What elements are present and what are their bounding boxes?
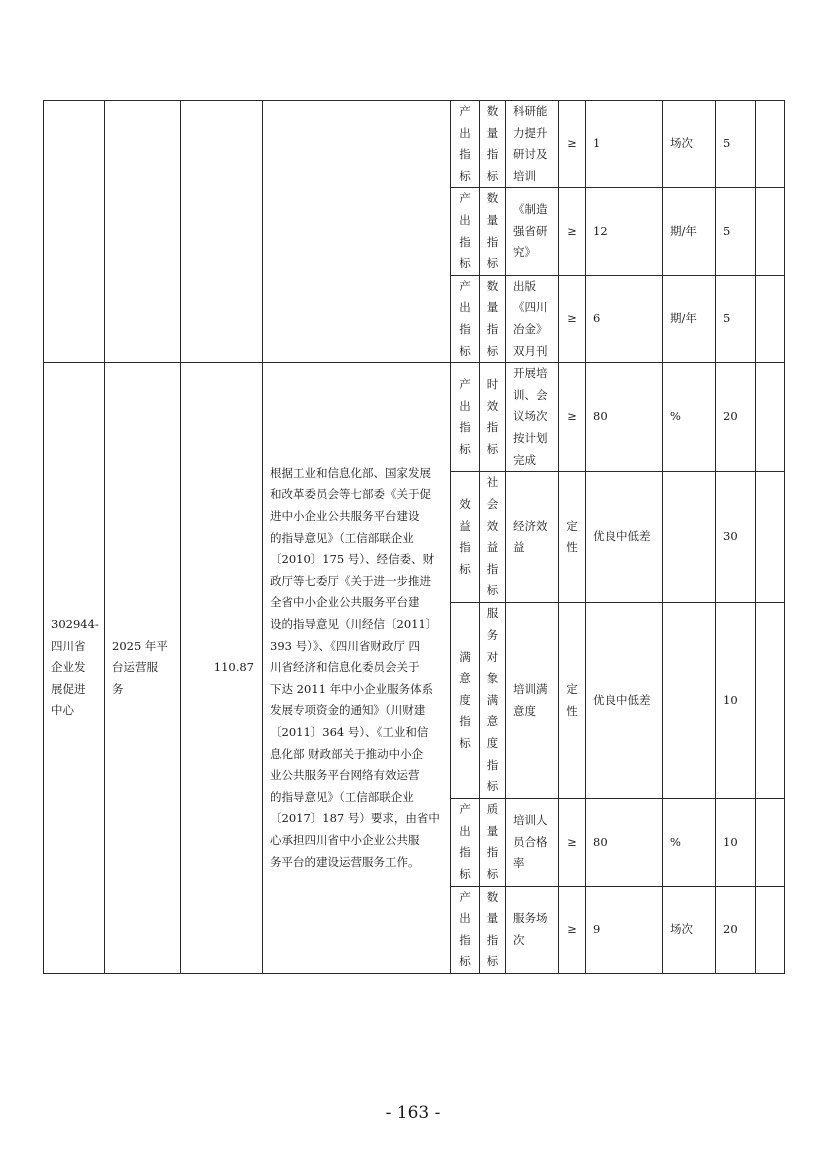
cell-value: 6 <box>586 275 663 362</box>
cell-score: 5 <box>716 101 756 188</box>
cell-unit: 场次 <box>663 886 716 973</box>
cell-unit: 场次 <box>663 101 716 188</box>
cell-value: 优良中低差 <box>586 472 663 603</box>
cell-level2: 社 会 效 益 指 标 <box>480 472 506 603</box>
cell-level1: 产 出 指 标 <box>451 101 480 188</box>
cell-level2: 服 务 对 象 满 意 度 指 标 <box>480 603 506 799</box>
cell-remark <box>756 799 785 886</box>
cell-symbol: ≥ <box>559 275 586 362</box>
cell-level2: 数 量 指 标 <box>480 275 506 362</box>
cell-remark <box>756 603 785 799</box>
cell-unit <box>663 472 716 603</box>
cell-symbol: ≥ <box>559 799 586 886</box>
cell-symbol: 定 性 <box>559 472 586 603</box>
cell-value: 9 <box>586 886 663 973</box>
cell-indicator: 出版 《四川 冶金》 双月刊 <box>506 275 559 362</box>
cell-level1: 产 出 指 标 <box>451 275 480 362</box>
cell-level2: 数 量 指 标 <box>480 188 506 275</box>
cell-project-name: 2025 年平 台运营服 务 <box>105 363 181 974</box>
cell-score: 5 <box>716 275 756 362</box>
cell-level1: 产 出 指 标 <box>451 188 480 275</box>
table-row <box>44 101 785 188</box>
cell-level1: 满 意 度 指 标 <box>451 603 480 799</box>
performance-table <box>43 100 785 974</box>
cell-level1: 效 益 指 标 <box>451 472 480 603</box>
cell-level2: 数 量 指 标 <box>480 101 506 188</box>
cell-indicator: 经济效 益 <box>506 472 559 603</box>
cell-remark <box>756 472 785 603</box>
cell-level1: 产 出 指 标 <box>451 799 480 886</box>
cell-level1: 产 出 指 标 <box>451 363 480 472</box>
cell-remark <box>756 275 785 362</box>
cell-level2: 质 量 指 标 <box>480 799 506 886</box>
cell-amount: 110.87 <box>181 363 263 974</box>
cell-level1: 产 出 指 标 <box>451 886 480 973</box>
cell-project-empty <box>105 101 181 363</box>
page-number: - 163 - <box>385 1103 441 1123</box>
cell-score: 10 <box>716 799 756 886</box>
cell-remark <box>756 101 785 188</box>
cell-level2: 时 效 指 标 <box>480 363 506 472</box>
cell-value: 优良中低差 <box>586 603 663 799</box>
cell-symbol: ≥ <box>559 101 586 188</box>
cell-basis-empty <box>263 101 451 363</box>
cell-remark <box>756 363 785 472</box>
table-row <box>44 363 785 472</box>
cell-indicator: 培训满 意度 <box>506 603 559 799</box>
cell-indicator: 科研能 力提升 研讨及 培训 <box>506 101 559 188</box>
cell-unit <box>663 603 716 799</box>
cell-indicator: 服务场 次 <box>506 886 559 973</box>
cell-score: 20 <box>716 886 756 973</box>
cell-symbol: ≥ <box>559 886 586 973</box>
table-body <box>44 101 785 974</box>
cell-value: 80 <box>586 363 663 472</box>
cell-unit-empty <box>44 101 105 363</box>
cell-symbol: ≥ <box>559 188 586 275</box>
cell-unit: 期/年 <box>663 188 716 275</box>
cell-score: 5 <box>716 188 756 275</box>
cell-score: 20 <box>716 363 756 472</box>
cell-unit: % <box>663 799 716 886</box>
cell-value: 12 <box>586 188 663 275</box>
cell-value: 1 <box>586 101 663 188</box>
cell-indicator: 培训人 员合格 率 <box>506 799 559 886</box>
cell-score: 30 <box>716 472 756 603</box>
cell-basis: 根据工业和信息化部、国家发展 和改革委员会等七部委《关于促 进中小企业公共服务平台建设 的指导意见》（工信部联企业 〔2010〕175 号）、经信委、财 政厅等七委厅《关于进一步推进 全省中小企业公共服务平台建 设的指导意见（川经信〔2011〕 393 号）》、《四川省财政厅 四 川省经济和信息化委员会关于 下达 2011 年中小企业服务体系 发展专项资金的通知》（川财建 〔2011〕364 号）、《工业和信 息化部 财政部关于推动中小企 业公共服务平台网络有效运营 的指导意见》（工信部联企业 〔2017〕187 号）要求，由省中 心承担四川省中小企业公共服 务平台的建设运营服务工作。 <box>263 363 451 974</box>
cell-symbol: ≥ <box>559 363 586 472</box>
cell-unit-name: 302944- 四川省 企业发 展促进 中心 <box>44 363 105 974</box>
cell-unit: % <box>663 363 716 472</box>
cell-indicator: 开展培 训、会 议场次 按计划 完成 <box>506 363 559 472</box>
cell-indicator: 《制造 强省研 究》 <box>506 188 559 275</box>
cell-level2: 数 量 指 标 <box>480 886 506 973</box>
cell-symbol: 定 性 <box>559 603 586 799</box>
cell-score: 10 <box>716 603 756 799</box>
cell-remark <box>756 188 785 275</box>
cell-amount-empty <box>181 101 263 363</box>
cell-value: 80 <box>586 799 663 886</box>
cell-remark <box>756 886 785 973</box>
cell-unit: 期/年 <box>663 275 716 362</box>
